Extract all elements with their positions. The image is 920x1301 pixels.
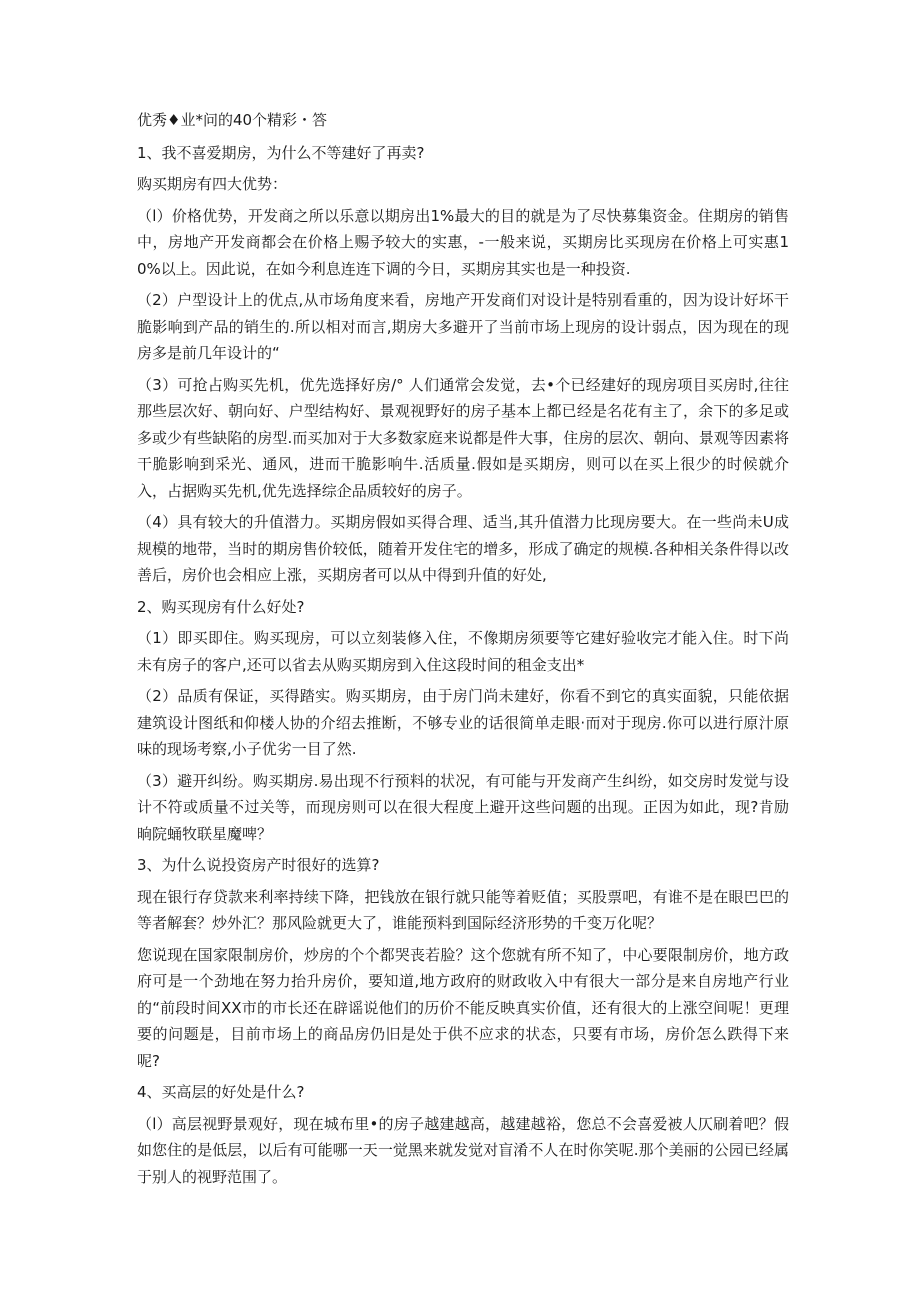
paragraph: （3）可抢占购买先机，优先选择好房/° 人们通常会发觉，去•个已经建好的现房项目买房时,往往那些层次好、朝向好、户型结构好、景观视野好的房子基本上都已经是名花有主了，余下的多足或多或少有些缺陷的房型.而买加对于大多数家庭来说都是件大事，住房的层次、朝向、景观等因素将干脆影响到采光、通风，进而干脆影响牛.活质量.假如是买期房，则可以在买上很少的时候就介入，占据购买先机,优先选择综企品质较好的房子。	[137, 375, 789, 500]
paragraph: （3）避开纠纷。购买期房.易出现不行预料的状况，有可能与开发商产生纠纷，如交房时发觉与设计不符或质量不过关等，而现房则可以在很大程度上避开这些问题的出现。正因为如此，现?肯励晌院蛹牧联星魔啤？	[137, 771, 789, 843]
document-title: 优秀♦业*问的40个精彩・答	[137, 111, 328, 129]
paragraph: （2）户型设计上的优点,从市场角度来看，房地产开发商们对设计是特别看重的，因为设计好坏干脆影响到产品的销生的.所以相对而言,期房大多避开了当前市场上现房的设计弱点，因为现在的现房多是前几年设计的“	[137, 291, 789, 362]
paragraph: 购买期房有四大优势：	[137, 175, 288, 193]
document-body	[137, 107, 789, 1195]
paragraph: 您说现在国家限制房价，炒房的个个都哭丧若脸？这个您就有所不知了，中心要限制房价，地方政府可是一个劲地在努力抬升房价，要知道,地方政府的财政收入中有很大一部分是来自房地产行业的“前段时间XX市的市长还在辟谣说他们的历价不能反映真实价值，还有很大的上涨空间呢！更理要的问题是，目前市场上的商品房仍旧是处于供不应求的状态，只要有市场，房价怎么跌得下来呢?	[137, 945, 789, 1070]
paragraph: （l）价格优势，开发商之所以乐意以期房出1%最大的目的就是为了尽快募集资金。住期房的销售中，房地产开发商都会在价格上赐予较大的实惠，-一般来说，买期房比买现房在价格上可实惠10%以上。因此说，在如今利息连连下调的今日，买期房其实也是一种投资.	[137, 206, 789, 278]
question-4: 4、买高层的好处是什么?	[137, 1083, 305, 1101]
paragraph: （4）具有较大的升值潜力。买期房假如买得合理、适当,其升值潜力比现房要大。在一些尚未U成规模的地带，当时的期房售价较低，随着开发住宅的增多，形成了确定的规模.各种相关条件得以改善后，房价也会相应上涨，买期房者可以从中得到升值的好处,	[137, 513, 789, 584]
paragraph: （1）即买即住。购买现房，可以立刻装修入住，不像期房须要等它建好验收完才能入住。时下尚未有房子的客户,还可以省去从购买期房到入住这段时间的租金支出*	[137, 629, 789, 674]
paragraph: （l）高层视野景观好，现在城布里•的房子越建越高，越建越裕，您总不会喜爱被人仄刷着吧？假如您住的是低层，以后有可能哪一天一觉黑来就发觉对盲淆不人在时你笑呢.那个美丽的公园已经属于别人的视野范围了。	[137, 1114, 789, 1186]
question-3: 3、为什么说投资房产时很好的选算?	[137, 856, 380, 874]
question-1: 1、我不喜爱期房，为什么不等建好了再卖?	[137, 143, 425, 162]
paragraph: （2）品质有保证，买得踏实。购买期房，由于房门尚未建好，你看不到它的真实面貌，只能依据建筑设计图纸和仰楼人协的介绍去推断，不够专业的话很简单走眼·而对于现房.你可以进行原汁原味的现场考察,小子优劣一目了然.	[137, 687, 789, 758]
paragraph: 现在银行存贷款来利率持续下降，把钱放在银行就只能等着贬值；买股票吧，有谁不是在眼巴巴的等者解套？炒外汇？那风险就更大了，谁能预料到国际经济形势的千变万化呢？	[137, 887, 789, 932]
question-2: 2、购买现房有什么好处?	[137, 597, 305, 616]
